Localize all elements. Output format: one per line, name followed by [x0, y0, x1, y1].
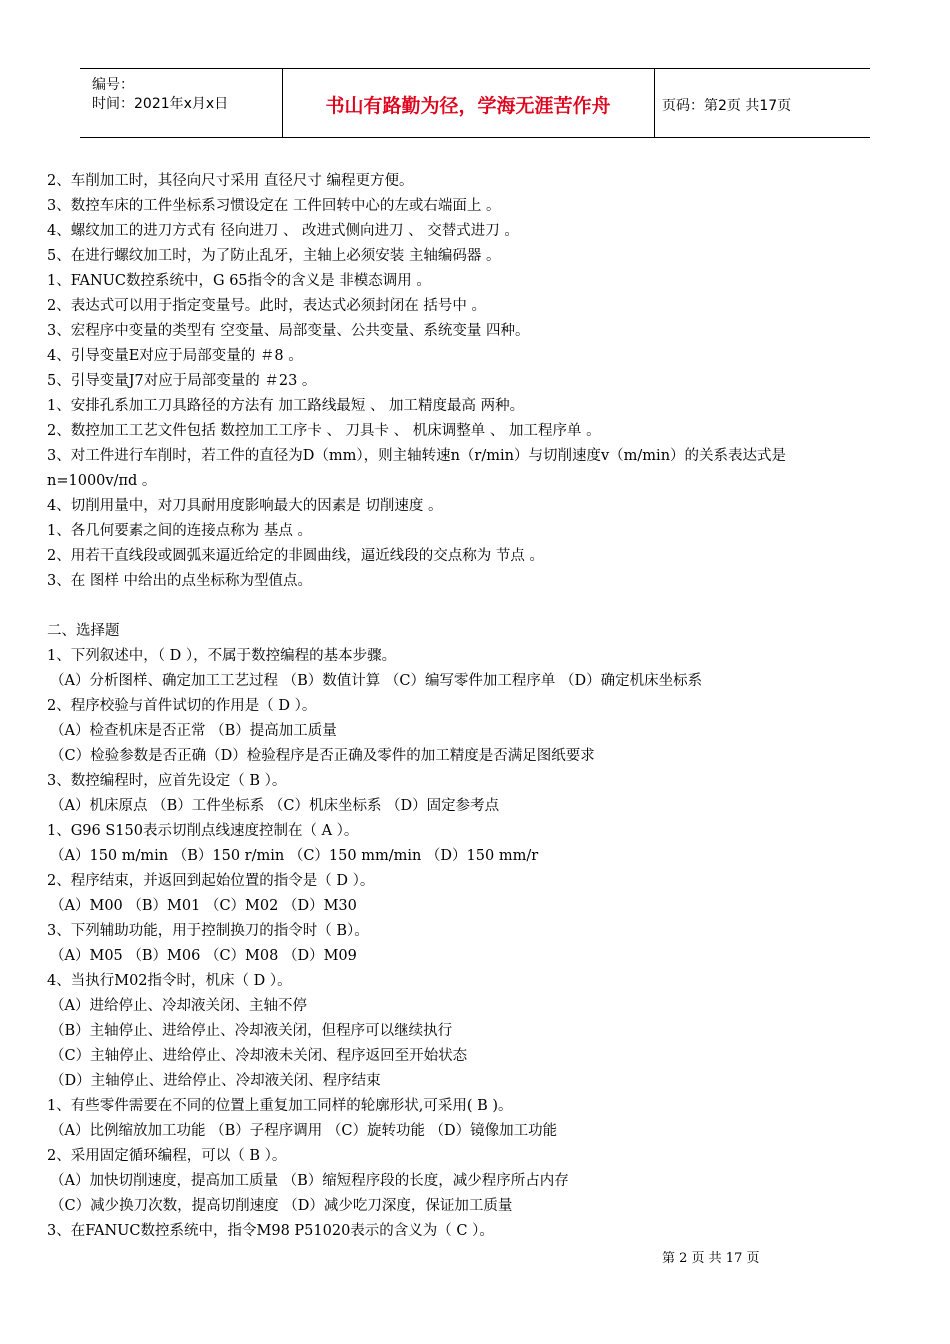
- text-line: （A）比例缩放加工功能 （B）子程序调用 （C）旋转功能 （D）镜像加工功能: [50, 1123, 558, 1139]
- text-line: 3、在FANUC数控系统中，指令M98 P51020表示的含义为（ C ）。: [47, 1223, 494, 1239]
- text-line: （A）进给停止、冷却液关闭、主轴不停: [50, 998, 307, 1014]
- text-line: 2、采用固定循环编程，可以（ B ）。: [47, 1148, 287, 1164]
- time-label: 时间：2021年x月x日: [92, 96, 229, 112]
- document-body: [47, 169, 917, 1244]
- text-line: 3、宏程序中变量的类型有 空变量、局部变量、公共变量、系统变量 四种。: [47, 323, 530, 339]
- text-line: 2、用若干直线段或圆弧来逼近给定的非圆曲线，逼近线段的交点称为 节点 。: [47, 548, 544, 564]
- text-line: 2、程序校验与首件试切的作用是（ D ）。: [47, 698, 317, 714]
- text-line: 3、在 图样 中给出的点坐标称为型值点。: [47, 573, 312, 589]
- text-line: （A）机床原点 （B）工件坐标系 （C）机床坐标系 （D）固定参考点: [50, 798, 500, 814]
- text-line: 5、引导变量J7对应于局部变量的 ＃23 。: [47, 373, 317, 389]
- text-line: 1、安排孔系加工刀具路径的方法有 加工路线最短 、 加工精度最高 两种。: [47, 398, 525, 414]
- section-heading: 二、选择题: [47, 623, 120, 639]
- text-line: 1、各几何要素之间的连接点称为 基点 。: [47, 523, 312, 539]
- text-line: （C）主轴停止、进给停止、冷却液未关闭、程序返回至开始状态: [50, 1048, 468, 1064]
- blank-line: [47, 594, 917, 619]
- page-header: [80, 68, 870, 138]
- text-line: 2、程序结束，并返回到起始位置的指令是（ D ）。: [47, 873, 375, 889]
- text-line: 3、数控车床的工件坐标系习惯设定在 工件回转中心的左或右端面上 。: [47, 198, 501, 214]
- text-line: 4、切削用量中，对刀具耐用度影响最大的因素是 切削速度 。: [47, 498, 443, 514]
- header-motto-cell: [282, 69, 655, 137]
- text-line: （B）主轴停止、进给停止、冷却液关闭，但程序可以继续执行: [50, 1023, 453, 1039]
- text-line: 4、螺纹加工的进刀方式有 径向进刀 、 改进式侧向进刀 、 交替式进刀 。: [47, 223, 519, 239]
- serial-label: 编号：: [92, 77, 134, 93]
- text-line: （C）检验参数是否正确（D）检验程序是否正确及零件的加工精度是否满足图纸要求: [50, 748, 595, 764]
- text-line: （A）加快切削速度，提高加工质量 （B）缩短程序段的长度，减少程序所占内存: [50, 1173, 569, 1189]
- text-line: （A）150 m/min （B）150 r/min （C）150 mm/min （D）150 mm/r: [50, 848, 539, 864]
- text-line: （A）M05 （B）M06 （C）M08 （D）M09: [50, 948, 357, 964]
- text-line: （A）分析图样、确定加工工艺过程 （B）数值计算 （C）编写零件加工程序单 （D）确定机床坐标系: [50, 673, 703, 689]
- text-line: 2、数控加工工艺文件包括 数控加工工序卡 、 刀具卡 、 机床调整单 、 加工程序单 。: [47, 423, 601, 439]
- text-line: （A）检查机床是否正常 （B）提高加工质量: [50, 723, 337, 739]
- header-page-cell: [654, 69, 870, 137]
- text-line: 3、对工件进行车削时，若工件的直径为D（mm），则主轴转速n（r/min）与切削速度v（m/min）的关系表达式是: [47, 448, 787, 464]
- text-line: 2、表达式可以用于指定变量号。此时，表达式必须封闭在 括号中 。: [47, 298, 486, 314]
- page-number-label: 页码：第2页 共17页: [662, 98, 792, 114]
- text-line: 1、有些零件需要在不同的位置上重复加工同样的轮廓形状,可采用( B )。: [47, 1098, 513, 1114]
- text-line: 4、当执行M02指令时，机床（ D ）。: [47, 973, 292, 989]
- text-line: 4、引导变量E对应于局部变量的 ＃8 。: [47, 348, 303, 364]
- text-line: （C）减少换刀次数，提高切削速度 （D）减少吃刀深度，保证加工质量: [50, 1198, 513, 1214]
- motto-text: 书山有路勤为径，学海无涯苦作舟: [325, 95, 611, 117]
- header-info-cell: [80, 69, 283, 137]
- text-line: 3、数控编程时，应首先设定（ B ）。: [47, 773, 287, 789]
- text-line: （A）M00 （B）M01 （C）M02 （D）M30: [50, 898, 357, 914]
- text-line: 5、在进行螺纹加工时，为了防止乱牙，主轴上必须安装 主轴编码器 。: [47, 248, 501, 264]
- text-line: 2、车削加工时，其径向尺寸采用 直径尺寸 编程更方便。: [47, 173, 414, 189]
- text-line: 3、下列辅助功能，用于控制换刀的指令时（ B）。: [47, 923, 369, 939]
- text-line: 1、G96 S150表示切削点线速度控制在（ A ）。: [47, 823, 359, 839]
- text-line: 1、FANUC数控系统中，G 65指令的含义是 非模态调用 。: [47, 273, 431, 289]
- text-line: （D）主轴停止、进给停止、冷却液关闭、程序结束: [50, 1073, 381, 1089]
- page-footer: 第 2 页 共 17 页: [662, 1251, 760, 1266]
- text-line: n=1000v/πd 。: [47, 473, 157, 489]
- text-line: 1、下列叙述中，（ D ），不属于数控编程的基本步骤。: [47, 648, 397, 664]
